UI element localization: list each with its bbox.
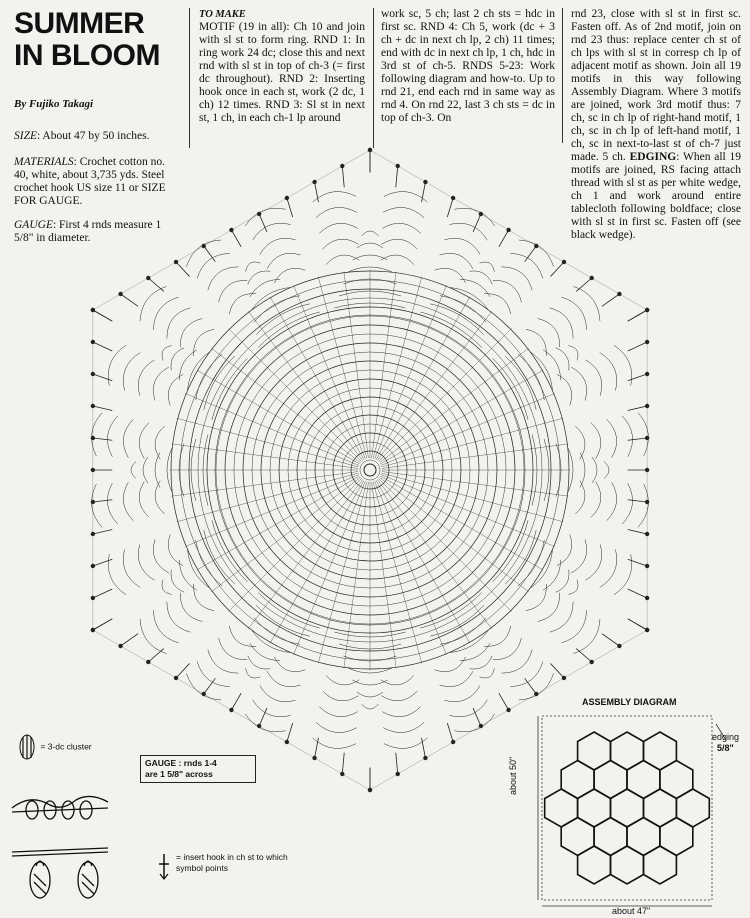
insert-hook-legend-text: = insert hook in ch st to which symbol points: [176, 852, 288, 873]
insert-hook-symbol-icon: [158, 852, 170, 880]
gauge-label: GAUGE: [14, 219, 53, 231]
assembly-motif-hex: [644, 846, 677, 884]
hook-illustration: [10, 790, 115, 908]
insert-hook-legend: [160, 852, 310, 874]
to-make-heading: TO MAKE: [199, 9, 246, 20]
instructions-col-2: [381, 8, 555, 125]
size-label: SIZE: [14, 130, 37, 142]
assembly-motif-hex: [644, 789, 677, 827]
size-text: : About 47 by 50 inches.: [37, 130, 150, 142]
gauge-box-line-1: GAUGE : rnds 1-4: [145, 758, 217, 768]
instructions-text-1: MOTIF (19 in all): Ch 10 and join with sl st to form ring. RND 1: In ring work 24 dc; close this and next rnd with sl st in top of ch-3 (= first dc throughout). RND 2: Inserting hook once in each st, work (2 dc, 1 ch) 12 times. RND 3: Sl st in next st, 1 ch, in each ch-1 lp around: [199, 21, 365, 124]
instructions-text-2: work sc, 5 ch; last 2 ch sts = hdc in first sc. RND 4: Ch 5, work (dc + 3 ch + dc in next ch lp, 2 ch) 11 times; end with dc in next ch lp, 1 ch, hdc in 3rd st of ch-5. RNDS 5-23: Work following diagram and how-to. Up to rnd 21, end each rnd in same way as rnd 4. On rnd 22, last 3 ch sts = dc in top of ch-3. On: [381, 8, 555, 124]
assembly-motif-hex: [578, 789, 611, 827]
cluster-legend: [16, 732, 92, 762]
assembly-motif-hex: [660, 761, 693, 799]
assembly-height: about 50": [508, 756, 518, 795]
assembly-motif-hex: [611, 789, 644, 827]
assembly-motif-hex: [545, 789, 578, 827]
assembly-motif-hex: [660, 818, 693, 856]
cluster-legend-text: = 3-dc cluster: [40, 741, 92, 752]
assembly-motif-hex: [594, 761, 627, 799]
gauge-box: [140, 755, 256, 783]
cluster-symbol-icon: [16, 732, 38, 762]
edging-label-assembly: edging: [712, 732, 740, 742]
instructions-col-1: [199, 8, 365, 125]
title-line-2: IN BLOOM: [14, 39, 160, 72]
gauge-box-line-2: are 1 5/8" across: [145, 769, 213, 779]
edging-label: EDGING: [629, 151, 677, 163]
assembly-motif-hex: [676, 789, 709, 827]
column-divider: [562, 8, 563, 143]
gauge-text: : First 4 rnds measure 1 5/8" in diameter.: [14, 219, 162, 244]
assembly-motif-hex: [627, 761, 660, 799]
assembly-motif-hex: [578, 732, 611, 770]
assembly-motif-hex: [578, 846, 611, 884]
edging-text: : When all 19 motifs are joined, RS facing attach thread with sl st as per white wedge, ch 1 and work around entire tablecloth following boldface; close with sl st in first sc. Fasten off (see black wedge).: [571, 151, 742, 241]
assembly-motif-hex: [594, 818, 627, 856]
page-title: [14, 8, 160, 72]
assembly-motif-hex: [561, 818, 594, 856]
assembly-width: about 47": [612, 906, 651, 916]
instructions-text-3: rnd 23, close with sl st in first sc. Fasten off. As of 2nd motif, join on rnd 23 thus: replace center ch st of ch lps with sl st in corresp ch lp of adjacent motif as shown. Join all 19 motifs in this way following Assembly Diagram. Where 3 motifs are joined, work 3rd motif thus: 7 ch, sc in ch lp of right-hand motif, 1 ch, sc in ch lp of left-hand motif, 1 ch, sc in next-to-last st of ch-7 just made. 5 ch.: [571, 8, 741, 163]
assembly-motif-hex: [561, 761, 594, 799]
assembly-motif-hex: [611, 846, 644, 884]
assembly-motif-hex: [644, 732, 677, 770]
column-divider: [189, 8, 190, 148]
materials-text: : Crochet cotton no. 40, white, about 3,735 yds. Steel crochet hook US size 11 or SIZE FOR GAUGE.: [14, 156, 166, 207]
assembly-diagram-title: ASSEMBLY DIAGRAM: [582, 697, 677, 707]
edging-size: 5/8": [717, 743, 734, 753]
assembly-motif-hex: [611, 732, 644, 770]
title-line-1: SUMMER: [14, 7, 145, 40]
materials-label: MATERIALS: [14, 156, 74, 168]
byline: By Fujiko Takagi: [14, 98, 94, 110]
assembly-motif-hex: [627, 818, 660, 856]
column-divider: [373, 8, 374, 148]
